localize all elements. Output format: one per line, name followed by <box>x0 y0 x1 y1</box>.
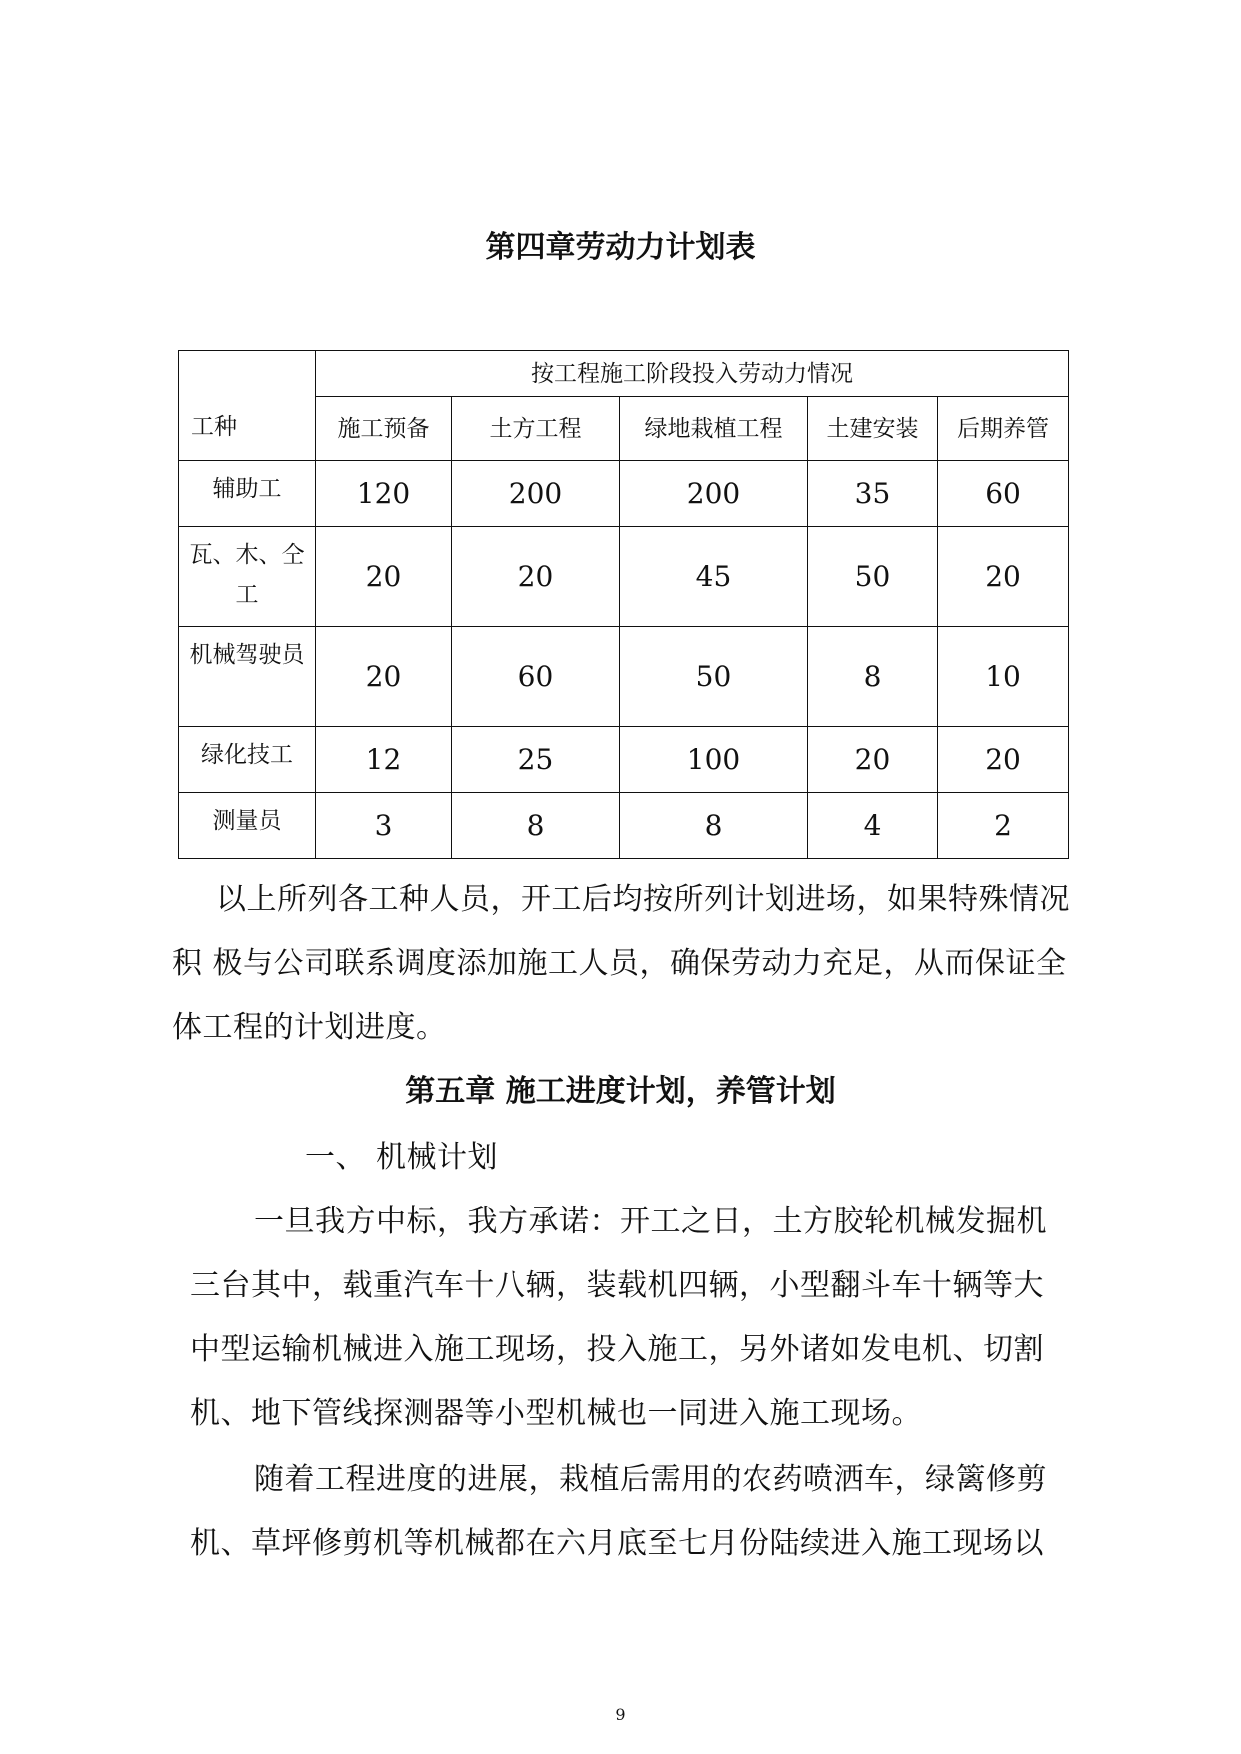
table-row <box>179 793 1069 859</box>
value-cell: 45 <box>620 527 808 627</box>
machinery-paragraph: 一旦我方中标，我方承诺：开工之日，土方胶轮机械发掘机三台其中，载重汽车十八辆，装载机四辆，小型翻斗车十辆等大中型运输机械进入施工现场，投入施工，另外诸如发电机、切割机、地下管线探测器等小型机械也一同进入施工现场。 <box>190 1204 1047 1431</box>
value-cell: 20 <box>808 727 938 793</box>
value-cell: 8 <box>452 793 620 859</box>
value-cell: 8 <box>620 793 808 859</box>
worktype-cell: 绿化技工 <box>179 727 316 793</box>
stage-group-header: 按工程施工阶段投入劳动力情况 <box>316 351 1069 397</box>
value-cell: 20 <box>316 627 452 727</box>
value-cell: 20 <box>938 727 1069 793</box>
chapter5-title: 第五章 施工进度计划，养管计划 <box>405 1074 836 1109</box>
value-cell: 8 <box>808 627 938 727</box>
page-number: 9 <box>615 1705 626 1724</box>
value-cell: 25 <box>452 727 620 793</box>
value-cell: 60 <box>452 627 620 727</box>
value-cell: 10 <box>938 627 1069 727</box>
section-heading-machinery: 一、 机械计划 <box>305 1140 499 1175</box>
stage-header: 施工预备 <box>316 397 452 461</box>
value-cell: 100 <box>620 727 808 793</box>
value-cell: 35 <box>808 461 938 527</box>
worktype-header: 工种 <box>179 351 316 461</box>
value-cell: 60 <box>938 461 1069 527</box>
value-cell: 3 <box>316 793 452 859</box>
value-cell: 4 <box>808 793 938 859</box>
value-cell: 200 <box>620 461 808 527</box>
table-row <box>179 727 1069 793</box>
worktype-cell: 机械驾驶员 <box>179 627 316 727</box>
value-cell: 120 <box>316 461 452 527</box>
value-cell: 50 <box>808 527 938 627</box>
table-row <box>179 461 1069 527</box>
value-cell: 20 <box>452 527 620 627</box>
value-cell: 200 <box>452 461 620 527</box>
value-cell: 2 <box>938 793 1069 859</box>
table-row <box>179 627 1069 727</box>
machinery-paragraph-continued: 随着工程进度的进展，栽植后需用的农药喷洒车，绿篱修剪机、草坪修剪机等机械都在六月底至七月份陆续进入施工现场以 <box>190 1462 1047 1561</box>
worktype-cell: 辅助工 <box>179 461 316 527</box>
stage-header: 土建安装 <box>808 397 938 461</box>
chapter4-title: 第四章劳动力计划表 <box>485 230 756 265</box>
value-cell: 20 <box>938 527 1069 627</box>
stage-header: 后期养管 <box>938 397 1069 461</box>
value-cell: 20 <box>316 527 452 627</box>
value-cell: 12 <box>316 727 452 793</box>
stage-header: 土方工程 <box>452 397 620 461</box>
labor-plan-table <box>178 350 1069 859</box>
worktype-cell: 瓦、木、仝工 <box>179 527 316 627</box>
table-row <box>179 527 1069 627</box>
value-cell: 50 <box>620 627 808 727</box>
staffing-paragraph: 以上所列各工种人员，开工后均按所列计划进场，如果特殊情况积 极与公司联系调度添加施工人员，确保劳动力充足，从而保证全体工程的计划进度。 <box>172 882 1070 1045</box>
worktype-cell: 测量员 <box>179 793 316 859</box>
stage-header: 绿地栽植工程 <box>620 397 808 461</box>
